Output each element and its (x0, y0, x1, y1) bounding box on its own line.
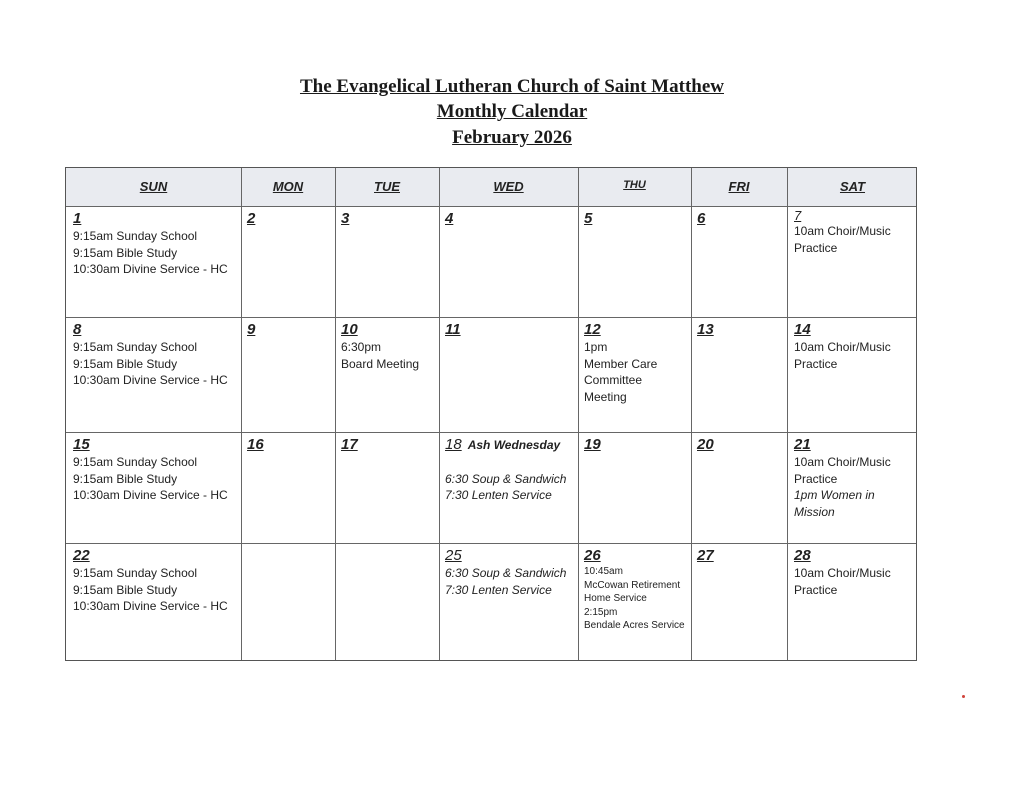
date-number: 28 (794, 547, 811, 564)
event-text: 10:30am Divine Service - HC (73, 373, 228, 387)
event-text: Practice (794, 471, 838, 486)
date-number: 7 (794, 208, 802, 223)
day-cell (584, 436, 601, 454)
scan-speck (962, 695, 965, 698)
grid-line (66, 206, 916, 207)
day-cell (341, 436, 358, 454)
event-text: 6:30 Soup & Sandwich (445, 566, 567, 580)
weekday-wed: WED (493, 179, 524, 194)
day-cell (73, 436, 228, 504)
event-text: 9:15am Bible Study (73, 356, 178, 371)
event-text: 10am Choir/Music (794, 340, 891, 354)
grid-line (335, 168, 336, 660)
month-title: February 2026 (452, 127, 572, 148)
event-text: 10am Choir/Music (794, 566, 891, 580)
event-text: Board Meeting (341, 356, 420, 371)
event-text: 6:30pm (341, 340, 382, 354)
event-text: 9:15am Sunday School (73, 340, 198, 354)
date-number: 22 (73, 547, 90, 564)
grid-line (439, 168, 440, 660)
date-number: 19 (584, 436, 601, 453)
event-text: Bendale Acres Service (584, 620, 685, 631)
event-text: McCowan Retirement (584, 579, 681, 591)
weekday-thu: THU (623, 179, 646, 191)
grid-line (787, 168, 788, 660)
day-cell (794, 208, 891, 256)
event-text: 10am Choir/Music (794, 224, 891, 238)
date-number: 8 (73, 321, 82, 338)
date-number: 6 (697, 210, 706, 227)
date-line (445, 436, 566, 454)
weekday-tue: TUE (374, 179, 400, 194)
day-cell (445, 321, 461, 339)
grid-line (578, 168, 579, 660)
event-text: 7:30 Lenten Service (445, 488, 552, 502)
event-text: 9:15am Sunday School (73, 455, 198, 469)
event-text: Meeting (584, 389, 627, 404)
date-number: 21 (794, 436, 811, 453)
event-text: 1pm (584, 340, 608, 354)
grid-line (66, 317, 916, 318)
date-number: 3 (341, 210, 350, 227)
spacer (445, 454, 566, 471)
day-cell (445, 436, 566, 504)
date-number: 12 (584, 321, 601, 338)
event-text: 9:15am Sunday School (73, 566, 198, 580)
day-cell (341, 210, 349, 228)
day-cell (697, 321, 714, 339)
weekday-sat: SAT (839, 179, 866, 194)
calendar-title: Monthly Calendar (436, 101, 588, 122)
date-number: 4 (445, 210, 454, 227)
event-text: 10am Choir/Music (794, 455, 891, 469)
event-text: Practice (794, 356, 838, 371)
date-number: 14 (794, 321, 811, 338)
day-cell (697, 210, 705, 228)
ash-wednesday-label: Ash Wednesday (467, 438, 561, 452)
day-cell (794, 547, 891, 598)
event-text: 9:15am Bible Study (73, 245, 178, 260)
day-cell (794, 436, 891, 520)
day-cell (445, 547, 566, 598)
grid-line (66, 432, 916, 433)
date-number: 20 (697, 436, 714, 453)
date-number: 10 (341, 321, 358, 338)
date-number: 11 (445, 321, 461, 338)
date-number: 18 (445, 436, 462, 453)
date-number: 27 (697, 547, 714, 564)
weekday-fri: FRI (728, 179, 750, 194)
event-text: Home Service (584, 593, 647, 604)
event-text: Practice (794, 240, 838, 255)
weekday-mon: MON (272, 179, 304, 194)
date-number: 26 (584, 547, 601, 564)
date-number: 15 (73, 436, 90, 453)
day-cell (697, 436, 714, 454)
event-text: Member Care (584, 356, 658, 371)
event-text: 10:30am Divine Service - HC (73, 488, 228, 502)
date-number: 17 (341, 436, 358, 453)
day-cell (247, 436, 264, 454)
day-cell (73, 321, 228, 389)
day-cell (584, 321, 657, 405)
date-number: 9 (247, 321, 256, 338)
weekday-sun: SUN (139, 179, 168, 194)
date-number: 16 (247, 436, 264, 453)
date-number: 5 (584, 210, 593, 227)
event-text: 9:15am Bible Study (73, 471, 178, 486)
day-cell (584, 547, 685, 633)
event-text: 1pm Women in (794, 488, 875, 502)
grid-line (66, 543, 916, 544)
day-cell (584, 210, 592, 228)
date-number: 13 (697, 321, 714, 338)
day-cell (247, 321, 255, 339)
day-cell (73, 210, 228, 278)
event-text: Mission (794, 504, 835, 519)
event-text: 10:30am Divine Service - HC (73, 262, 228, 276)
event-text: 2:15pm (584, 606, 618, 618)
day-cell (794, 321, 891, 372)
event-text: Committee (584, 373, 643, 387)
grid-line (691, 168, 692, 660)
event-text: Practice (794, 582, 838, 597)
event-text: 10:30am Divine Service - HC (73, 599, 228, 613)
day-cell (341, 321, 419, 372)
monthly-calendar-grid (65, 167, 917, 661)
event-text: 9:15am Bible Study (73, 582, 178, 597)
day-cell (247, 210, 255, 228)
church-name-title: The Evangelical Lutheran Church of Saint Matthew (299, 76, 724, 97)
date-number: 25 (445, 547, 462, 564)
event-text: 7:30 Lenten Service (445, 582, 552, 597)
date-number: 1 (73, 210, 82, 227)
event-text: 9:15am Sunday School (73, 229, 198, 243)
grid-line (241, 168, 242, 660)
day-cell (73, 547, 228, 615)
day-cell (697, 547, 714, 565)
day-cell (445, 210, 453, 228)
event-text: 10:45am (584, 566, 623, 577)
event-text: 6:30 Soup & Sandwich (445, 471, 567, 486)
date-number: 2 (247, 210, 256, 227)
